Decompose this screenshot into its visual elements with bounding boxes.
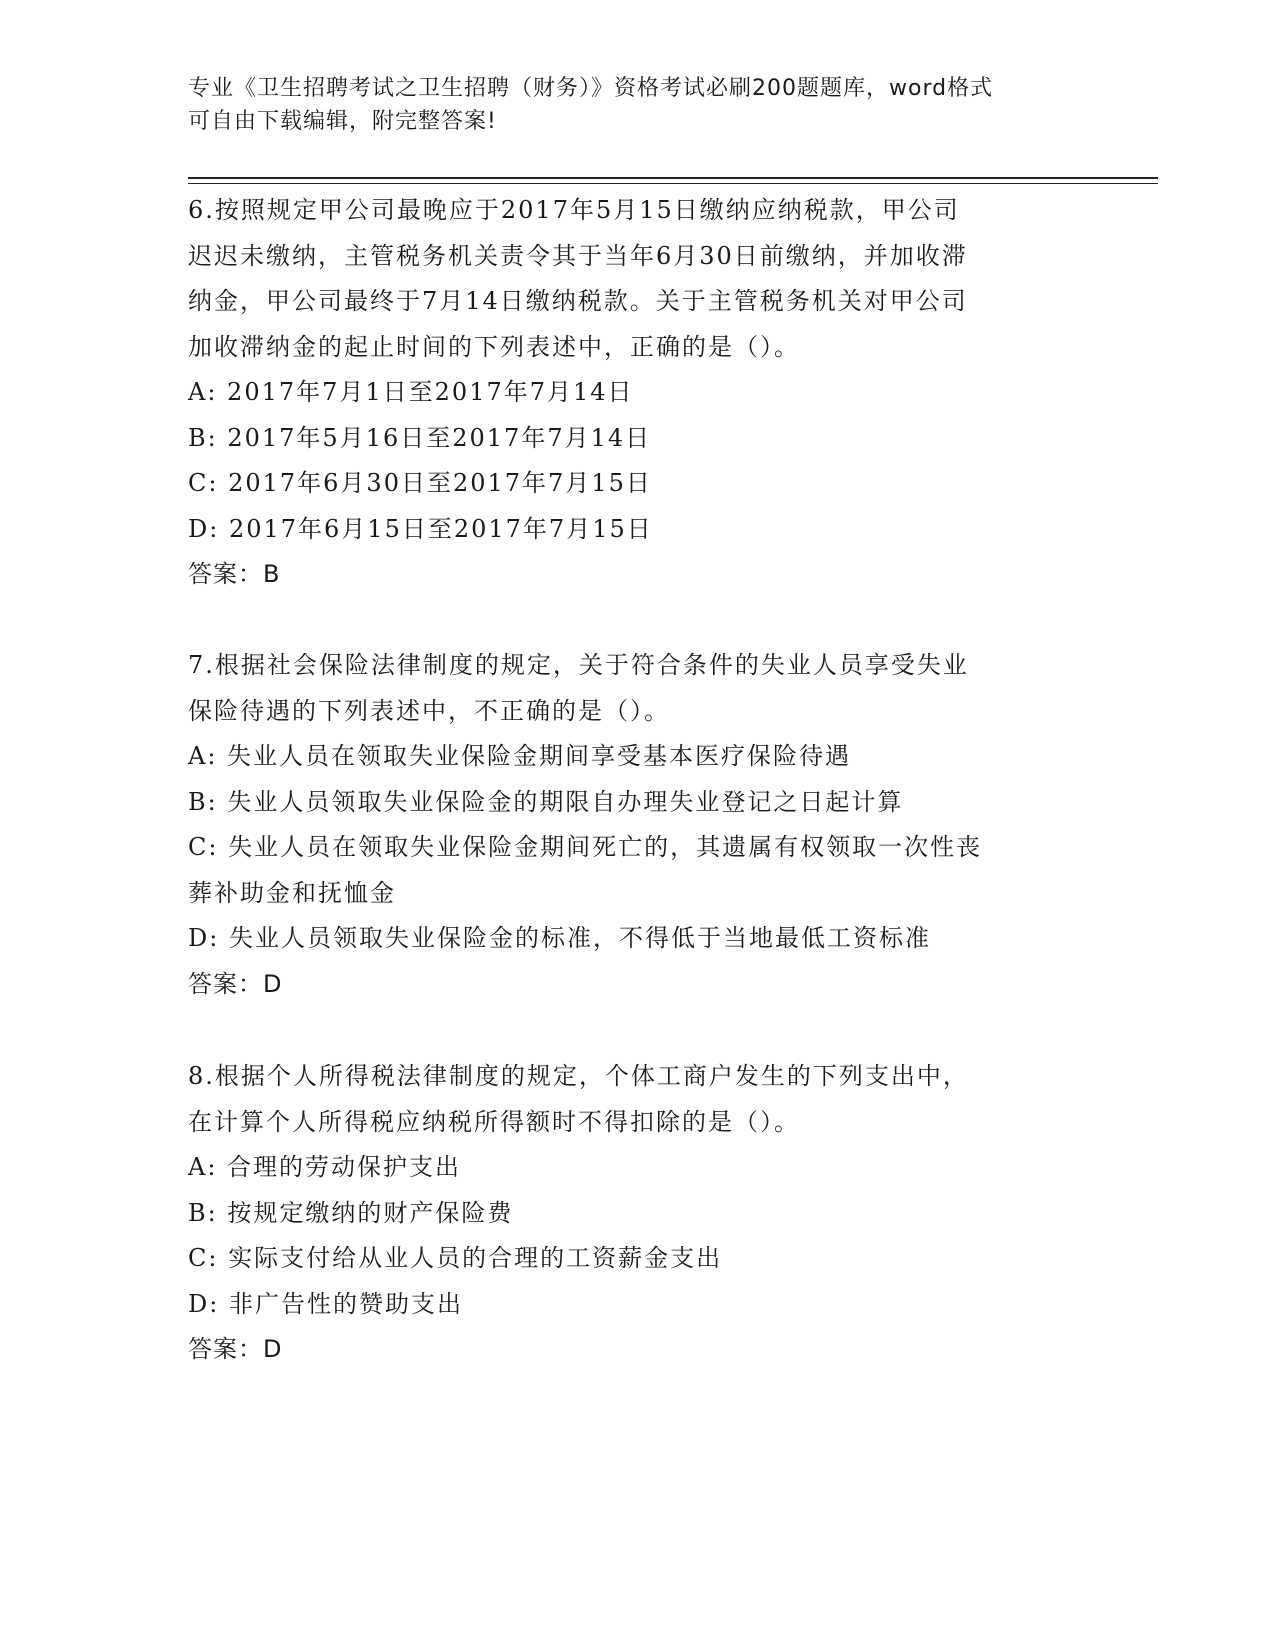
question-7-option-c-continued: 葬补助金和抚恤金 [188,878,396,907]
question-6-option-d: D: 2017年6月15日至2017年7月15日 [188,514,653,543]
question-6-option-a: A: 2017年7月1日至2017年7月14日 [188,378,634,406]
question-7-option-c: C: 失业人员在领取失业保险金期间死亡的，其遗属有权领取一次性丧 [188,833,983,861]
question-6-option-b: B: 2017年5月16日至2017年7月14日 [188,423,652,452]
header-line-2: 可自由下载编辑，附完整答案! [188,109,497,134]
question-7-stem-line: 保险待遇的下列表述中，不正确的是（）。 [188,696,670,725]
question-6-option-c: C: 2017年6月30日至2017年7月15日 [188,469,652,497]
question-8-option-d: D: 非广告性的赞助支出 [188,1289,463,1318]
question-6-stem-line: 迟迟未缴纳，主管税务机关责令其于当年6月30日前缴纳，并加收滞 [188,241,968,270]
question-6-answer: 答案：B [188,560,281,588]
header-line-1: 专业《卫生招聘考试之卫生招聘（财务）》资格考试必刷200题题库，word格式 [188,76,994,101]
document-header [188,72,1088,138]
question-7-option-a: A: 失业人员在领取失业保险金期间享受基本医疗保险待遇 [188,742,852,770]
question-7 [188,643,1088,1007]
question-6-stem-line: 6.按照规定甲公司最晚应于2017年5月15日缴纳应纳税款，甲公司 [188,196,960,224]
question-7-answer: 答案：D [188,969,283,998]
question-6-stem-line: 加收滞纳金的起止时间的下列表述中，正确的是（）。 [188,332,800,361]
header-divider-thick [188,177,1158,179]
header-divider-thin [188,183,1158,184]
question-8-stem-line: 8.根据个人所得税法律制度的规定，个体工商户发生的下列支出中， [188,1062,969,1090]
question-8-option-a: A: 合理的劳动保护支出 [188,1153,462,1181]
question-8-option-c: C: 实际支付给从业人员的合理的工资薪金支出 [188,1244,723,1272]
question-7-option-b: B: 失业人员领取失业保险金的期限自办理失业登记之日起计算 [188,787,904,816]
question-8-stem-line: 在计算个人所得税应纳税所得额时不得扣除的是（）。 [188,1107,800,1136]
question-8 [188,1054,1088,1373]
question-7-stem-line: 7.根据社会保险法律制度的规定，关于符合条件的失业人员享受失业 [188,651,969,679]
question-8-answer: 答案：D [188,1335,283,1363]
question-6 [188,188,1088,598]
question-7-option-d: D: 失业人员领取失业保险金的标准，不得低于当地最低工资标准 [188,924,931,952]
question-8-option-b: B: 按规定缴纳的财产保险费 [188,1198,514,1227]
question-6-stem-line: 纳金，甲公司最终于7月14日缴纳税款。关于主管税务机关对甲公司 [188,287,968,315]
